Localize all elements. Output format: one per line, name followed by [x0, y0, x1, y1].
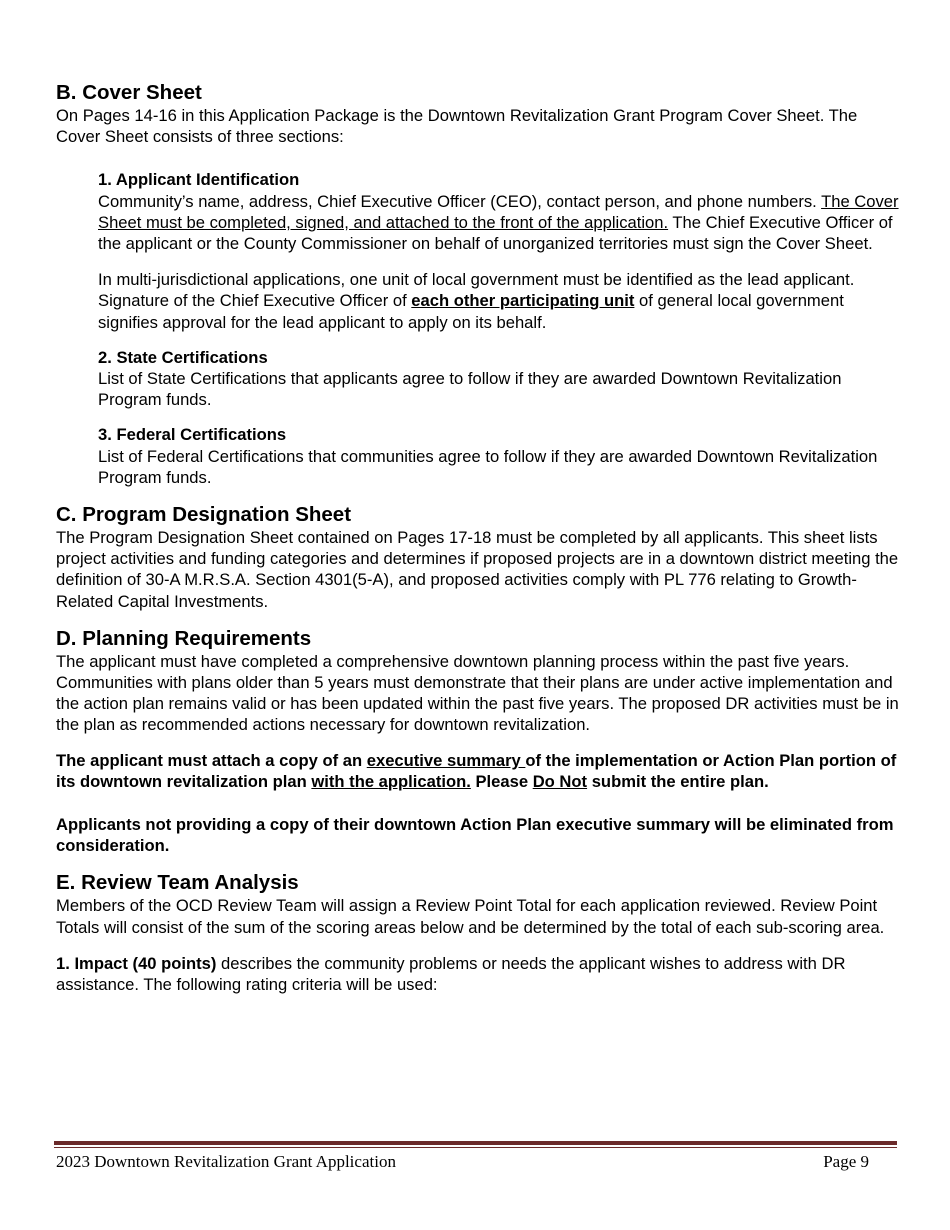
footer-divider-thin — [54, 1147, 897, 1148]
participating-unit-emphasis: each other participating unit — [411, 291, 635, 311]
exec-summary-text-c: Please — [470, 771, 533, 791]
elimination-warning: Applicants not providing a copy of their downtown Action Plan executive summary will be eliminated from consideration. — [56, 815, 894, 856]
state-certifications-text: List of State Certifications that applicants agree to follow if they are awarded Downtown Revitalization Program funds. — [98, 369, 842, 410]
applicant-identification-text-a: Community’s name, address, Chief Executive Officer (CEO), contact person, and phone numbers. — [98, 191, 822, 211]
section-d-text: The applicant must have completed a comprehensive downtown planning process within the past five years. Communities with plans older than 5 years must demonstrate that their plans are under active implementation and the action plan remains valid or has been updated within the past five years. The proposed DR activities must be in the plan as recommended actions necessary for downtown revitalization. — [56, 651, 899, 735]
executive-summary-requirement — [56, 750, 901, 792]
section-b-intro: On Pages 14-16 in this Application Package is the Downtown Revitalization Grant Program Cover Sheet. The Cover Sheet consists of three sections: — [56, 106, 858, 147]
multi-jurisdictional-paragraph — [98, 269, 901, 333]
applicant-identification-text — [98, 191, 901, 255]
exec-summary-text-d: submit the entire plan. — [587, 771, 769, 791]
section-e-heading: E. Review Team Analysis — [56, 871, 299, 895]
exec-summary-text-b: of the implementation or Action Plan portion of its downtown revitalization plan — [56, 750, 897, 791]
page-content — [56, 80, 901, 995]
section-c-text: The Program Designation Sheet contained on Pages 17-18 must be completed by all applicants. This sheet lists project activities and funding categories and determines if proposed projects are in a downtown district meeting the definition of 30-A M.R.S.A. Section 4301(5-A), and proposed activities comply with PL 776 relating to Growth-Related Capital Investments. — [56, 528, 899, 611]
section-b-heading: B. Cover Sheet — [56, 81, 202, 104]
footer-divider — [54, 1141, 897, 1145]
cover-sheet-requirement: The Cover Sheet must be completed, signed, and attached to the front of the application. — [98, 191, 899, 232]
section-c-heading: C. Program Designation Sheet — [56, 503, 352, 527]
state-certifications-title: 2. State Certifications — [98, 347, 268, 367]
exec-summary-emphasis: executive summary — [366, 750, 526, 770]
multi-jurisdictional-text-b: of general local government signifies approval for the lead applicant to apply on its behalf. — [98, 291, 844, 332]
federal-certifications-text: List of Federal Certifications that communities agree to follow if they are awarded Downtown Revitalization Program funds. — [98, 446, 878, 487]
do-not-emphasis: Do Not — [532, 771, 588, 791]
section-d-heading: D. Planning Requirements — [56, 626, 312, 650]
footer-title: 2023 Downtown Revitalization Grant Application — [56, 1152, 396, 1171]
with-application-emphasis: with the application. — [311, 771, 471, 791]
applicant-identification-text-b: The Chief Executive Officer of the applicant or the County Commissioner on behalf of unorganized territories must sign the Cover Sheet. — [98, 212, 893, 254]
impact-points-label: 1. Impact (40 points) — [56, 953, 217, 973]
exec-summary-text-a: The applicant must attach a copy of an — [56, 750, 367, 770]
page-number: Page 9 — [823, 1152, 869, 1171]
impact-criteria — [56, 953, 901, 995]
federal-certifications-title: 3. Federal Certifications — [98, 425, 287, 445]
multi-jurisdictional-text-a: In multi-jurisdictional applications, one unit of local government must be identified as the lead applicant. Signature of the Chief Executive Officer of — [98, 270, 855, 311]
impact-description: describes the community problems or needs the applicant wishes to address with DR assistance. The following rating criteria will be used: — [56, 953, 846, 995]
cover-sheet-sections — [98, 169, 901, 488]
page-footer — [56, 1151, 869, 1173]
section-e-text: Members of the OCD Review Team will assign a Review Point Total for each application reviewed. Review Point Totals will consist of the sum of the scoring areas below and be determined by the total of each sub-scoring area. — [56, 896, 885, 937]
applicant-identification-title: 1. Applicant Identification — [98, 170, 300, 190]
